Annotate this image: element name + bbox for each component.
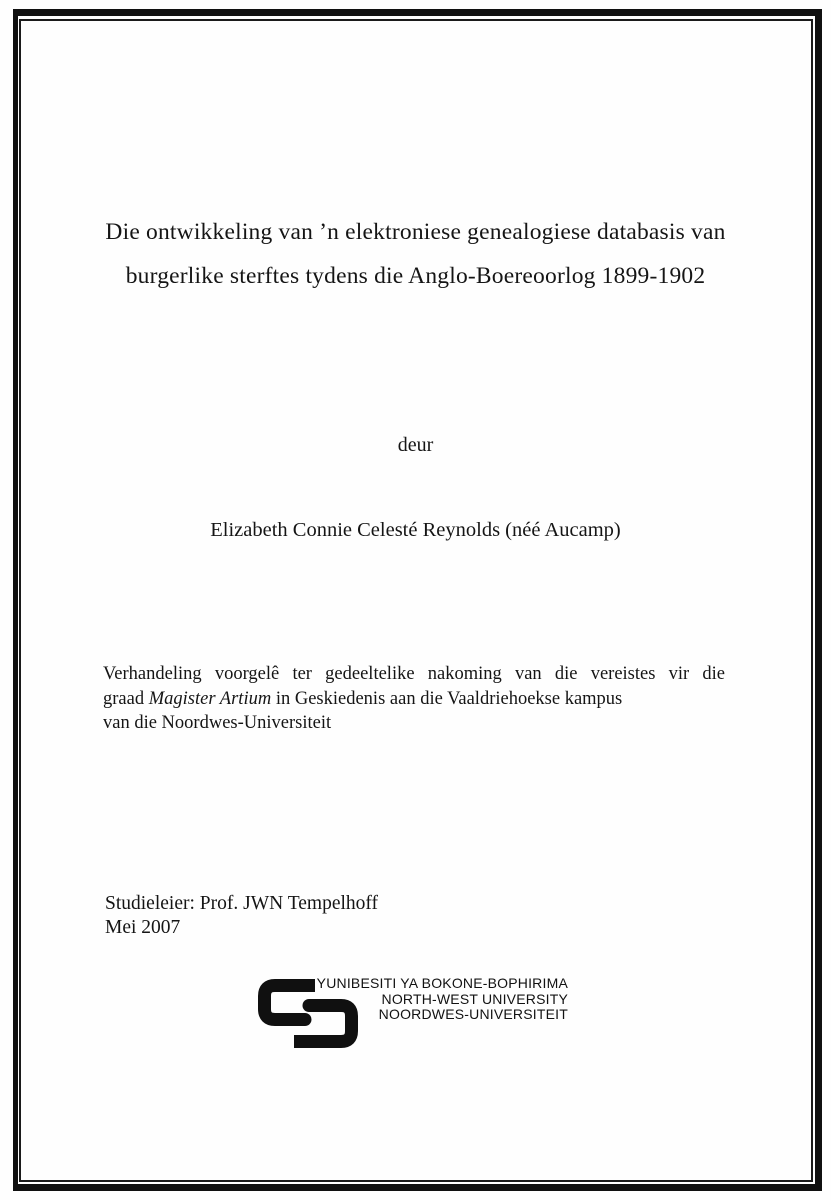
logo-text-setswana: YUNIBESITI YA BOKONE-BOPHIRIMA — [316, 975, 568, 991]
supervisor-block — [105, 892, 378, 939]
degree-name: Magister Artium — [148, 688, 272, 709]
declaration-line-2 — [103, 687, 725, 712]
declaration-paragraph — [103, 662, 725, 736]
declaration-line-2-suffix: in Geskiedenis aan die Vaaldriehoekse kampus — [271, 688, 623, 709]
page-title — [40, 210, 791, 298]
title-line-1: Die ontwikkeling van ’n elektroniese genealogiese databasis van — [105, 219, 726, 245]
byline-label: deur — [397, 434, 434, 456]
logo-text-english: NORTH-WEST UNIVERSITY — [381, 990, 568, 1007]
declaration-line-3: van die Noordwes-Universiteit — [103, 713, 332, 733]
title-line-2: burgerlike sterftes tydens die Anglo-Boereoorlog 1899-1902 — [125, 263, 706, 289]
declaration-line-1: Verhandeling voorgelê ter gedeeltelike nakoming van die vereistes vir die — [103, 664, 725, 684]
date-line: Mei 2007 — [105, 916, 181, 938]
logo-text-afrikaans: NOORDWES-UNIVERSITEIT — [378, 1006, 568, 1023]
supervisor-line: Studieleier: Prof. JWN Tempelhoff — [105, 893, 379, 914]
declaration-line-2-prefix: graad — [103, 688, 149, 709]
author-name: Elizabeth Connie Celesté Reynolds (néé Aucamp) — [210, 519, 621, 541]
inner-border-frame — [19, 19, 813, 1182]
